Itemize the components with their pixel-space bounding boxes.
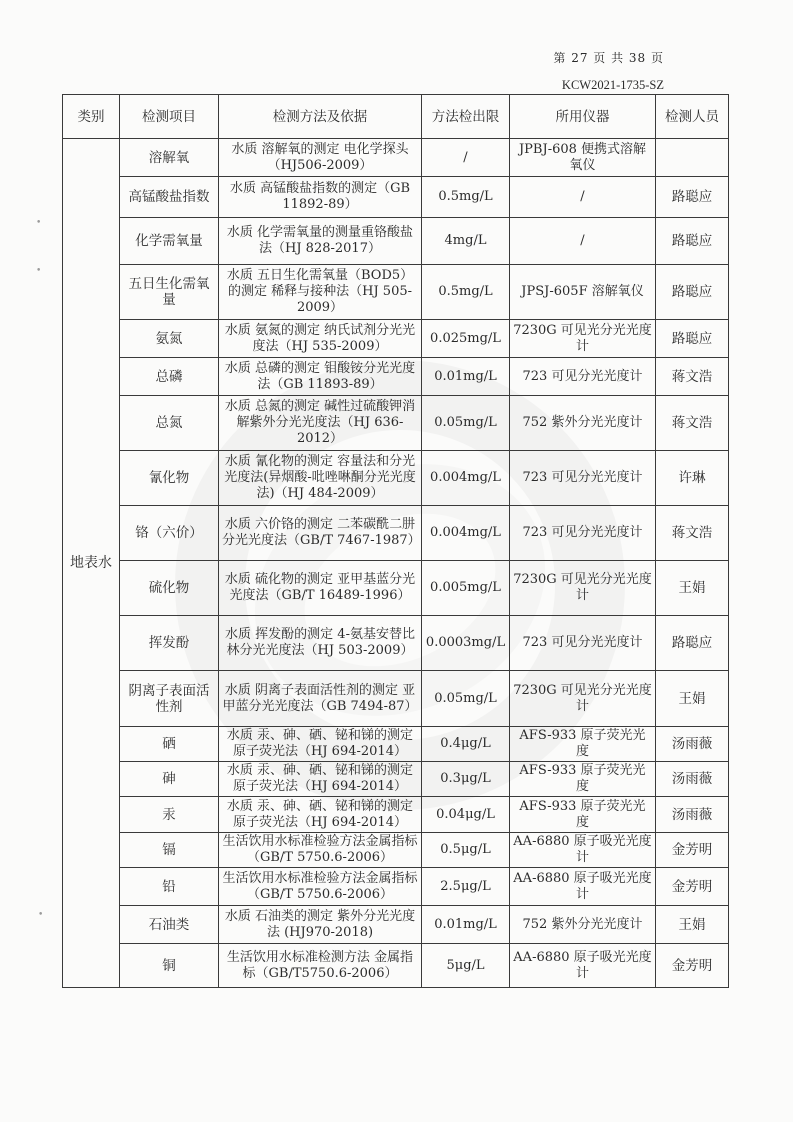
method-cell: 水质 溶解氧的测定 电化学探头（HJ506-2009） <box>219 139 422 177</box>
inspector-cell: 路聪应 <box>656 320 729 358</box>
table-row <box>63 358 729 396</box>
instrument-cell: AFS-933 原子荧光光度 <box>510 762 656 797</box>
detection-limit-cell: 0.04μg/L <box>422 797 510 833</box>
method-cell: 水质 阴离子表面活性剂的测定 亚甲蓝分光光度法（GB 7494-87） <box>219 671 422 727</box>
test-item-cell: 氰化物 <box>120 451 219 506</box>
column-header: 类别 <box>63 95 120 139</box>
method-cell: 水质 氰化物的测定 容量法和分光光度法(异烟酸-吡唑啉酮分光光度法)（HJ 484-2009） <box>219 451 422 506</box>
method-cell: 水质 总磷的测定 钼酸铵分光光度法（GB 11893-89） <box>219 358 422 396</box>
instrument-cell: AFS-933 原子荧光光度 <box>510 797 656 833</box>
test-item-cell: 总氮 <box>120 396 219 451</box>
column-header: 检测方法及依据 <box>219 95 422 139</box>
inspector-cell: 汤雨薇 <box>656 762 729 797</box>
instrument-cell: 723 可见分光光度计 <box>510 506 656 561</box>
instrument-cell: 752 紫外分光光度计 <box>510 906 656 944</box>
instrument-cell: 7230G 可见光分光光度计 <box>510 671 656 727</box>
instrument-cell: JPBJ-608 便携式溶解氧仪 <box>510 139 656 177</box>
detection-limit-cell: 2.5μg/L <box>422 868 510 906</box>
instrument-cell: AFS-933 原子荧光光度 <box>510 727 656 762</box>
inspector-cell: 蒋文浩 <box>656 396 729 451</box>
test-item-cell: 阴离子表面活性剂 <box>120 671 219 727</box>
test-item-cell: 溶解氧 <box>120 139 219 177</box>
table-row <box>63 218 729 265</box>
method-cell: 水质 五日生化需氧量（BOD5）的测定 稀释与接种法（HJ 505-2009） <box>219 265 422 320</box>
table-row <box>63 506 729 561</box>
detection-limit-cell: 0.5mg/L <box>422 177 510 218</box>
report-code: KCW2021-1735-SZ <box>561 78 664 92</box>
table-row <box>63 320 729 358</box>
detection-limit-cell: 4mg/L <box>422 218 510 265</box>
column-header: 所用仪器 <box>510 95 656 139</box>
inspector-cell: 路聪应 <box>656 265 729 320</box>
table-row <box>63 797 729 833</box>
table-row <box>63 671 729 727</box>
test-item-cell: 镉 <box>120 833 219 868</box>
method-cell: 水质 汞、砷、硒、铋和锑的测定 原子荧光法（HJ 694-2014） <box>219 727 422 762</box>
test-item-cell: 石油类 <box>120 906 219 944</box>
table-row <box>63 139 729 177</box>
detection-limit-cell: 0.004mg/L <box>422 451 510 506</box>
table-row <box>63 561 729 616</box>
detection-limit-cell: / <box>422 139 510 177</box>
inspector-cell: 路聪应 <box>656 616 729 671</box>
table-row <box>63 177 729 218</box>
instrument-cell: 723 可见分光光度计 <box>510 451 656 506</box>
detection-limit-cell: 0.05mg/L <box>422 671 510 727</box>
method-cell: 水质 汞、砷、硒、铋和锑的测定 原子荧光法（HJ 694-2014） <box>219 797 422 833</box>
table-row <box>63 727 729 762</box>
method-cell: 水质 汞、砷、硒、铋和锑的测定 原子荧光法（HJ 694-2014） <box>219 762 422 797</box>
method-cell: 水质 六价铬的测定 二苯碳酰二肼分光光度法（GB/T 7467-1987） <box>219 506 422 561</box>
column-header: 检测人员 <box>656 95 729 139</box>
instrument-cell: / <box>510 177 656 218</box>
inspector-cell: 蒋文浩 <box>656 506 729 561</box>
detection-limit-cell: 0.05mg/L <box>422 396 510 451</box>
table-row <box>63 833 729 868</box>
inspector-cell: 金芳明 <box>656 868 729 906</box>
inspector-cell: 王娟 <box>656 906 729 944</box>
instrument-cell: / <box>510 218 656 265</box>
instrument-cell: 7230G 可见光分光光度计 <box>510 320 656 358</box>
test-item-cell: 铜 <box>120 944 219 988</box>
column-header: 方法检出限 <box>422 95 510 139</box>
detection-limit-cell: 0.01mg/L <box>422 358 510 396</box>
table-row <box>63 396 729 451</box>
inspector-cell <box>656 139 729 177</box>
test-item-cell: 化学需氧量 <box>120 218 219 265</box>
scan-mark: • <box>36 266 42 276</box>
table-row <box>63 944 729 988</box>
detection-limit-cell: 0.0003mg/L <box>422 616 510 671</box>
column-header: 检测项目 <box>120 95 219 139</box>
method-cell: 水质 化学需氧量的测量重铬酸盐法（HJ 828-2017） <box>219 218 422 265</box>
test-item-cell: 铬（六价） <box>120 506 219 561</box>
table-row <box>63 906 729 944</box>
category-cell: 地表水 <box>63 139 120 988</box>
test-item-cell: 砷 <box>120 762 219 797</box>
method-cell: 水质 挥发酚的测定 4-氨基安替比林分光光度法（HJ 503-2009） <box>219 616 422 671</box>
method-cell: 水质 高锰酸盐指数的测定（GB 11892-89） <box>219 177 422 218</box>
page-number: 第 27 页 共 38 页 <box>553 51 664 65</box>
scan-mark: • <box>38 910 44 920</box>
detection-limit-cell: 0.4μg/L <box>422 727 510 762</box>
inspector-cell: 汤雨薇 <box>656 797 729 833</box>
test-item-cell: 汞 <box>120 797 219 833</box>
table-row <box>63 616 729 671</box>
detection-limit-cell: 0.5mg/L <box>422 265 510 320</box>
instrument-cell: 752 紫外分光光度计 <box>510 396 656 451</box>
inspector-cell: 蒋文浩 <box>656 358 729 396</box>
method-cell: 水质 硫化物的测定 亚甲基蓝分光光度法（GB/T 16489-1996） <box>219 561 422 616</box>
scan-mark: • <box>36 218 42 228</box>
table-row <box>63 762 729 797</box>
instrument-cell: 723 可见分光光度计 <box>510 358 656 396</box>
method-cell: 水质 氨氮的测定 纳氏试剂分光光度法（HJ 535-2009） <box>219 320 422 358</box>
table-row <box>63 265 729 320</box>
test-methods-table <box>62 94 729 988</box>
inspector-cell: 路聪应 <box>656 218 729 265</box>
table-row <box>63 451 729 506</box>
inspector-cell: 金芳明 <box>656 944 729 988</box>
detection-limit-cell: 0.005mg/L <box>422 561 510 616</box>
test-item-cell: 铅 <box>120 868 219 906</box>
inspector-cell: 路聪应 <box>656 177 729 218</box>
table-row <box>63 868 729 906</box>
method-cell: 生活饮用水标准检验方法金属指标（GB/T 5750.6-2006） <box>219 833 422 868</box>
inspector-cell: 王娟 <box>656 561 729 616</box>
detection-limit-cell: 0.01mg/L <box>422 906 510 944</box>
detection-limit-cell: 5μg/L <box>422 944 510 988</box>
test-item-cell: 挥发酚 <box>120 616 219 671</box>
instrument-cell: AA-6880 原子吸光光度计 <box>510 833 656 868</box>
method-cell: 水质 石油类的测定 紫外分光光度法 (HJ970-2018) <box>219 906 422 944</box>
detection-limit-cell: 0.3μg/L <box>422 762 510 797</box>
detection-limit-cell: 0.5μg/L <box>422 833 510 868</box>
test-item-cell: 五日生化需氧量 <box>120 265 219 320</box>
test-item-cell: 高锰酸盐指数 <box>120 177 219 218</box>
instrument-cell: JPSJ-605F 溶解氧仪 <box>510 265 656 320</box>
method-cell: 水质 总氮的测定 碱性过硫酸钾消解紫外分光光度法（HJ 636-2012） <box>219 396 422 451</box>
method-cell: 生活饮用水标准检测方法 金属指标（GB/T5750.6-2006） <box>219 944 422 988</box>
inspector-cell: 汤雨薇 <box>656 727 729 762</box>
test-item-cell: 总磷 <box>120 358 219 396</box>
test-item-cell: 硫化物 <box>120 561 219 616</box>
inspector-cell: 金芳明 <box>656 833 729 868</box>
test-item-cell: 硒 <box>120 727 219 762</box>
instrument-cell: 7230G 可见光分光光度计 <box>510 561 656 616</box>
test-item-cell: 氨氮 <box>120 320 219 358</box>
detection-limit-cell: 0.004mg/L <box>422 506 510 561</box>
inspector-cell: 王娟 <box>656 671 729 727</box>
method-cell: 生活饮用水标准检验方法金属指标（GB/T 5750.6-2006） <box>219 868 422 906</box>
instrument-cell: AA-6880 原子吸光光度计 <box>510 868 656 906</box>
instrument-cell: 723 可见分光光度计 <box>510 616 656 671</box>
instrument-cell: AA-6880 原子吸光光度计 <box>510 944 656 988</box>
table-header-row <box>63 95 729 139</box>
inspector-cell: 许琳 <box>656 451 729 506</box>
detection-limit-cell: 0.025mg/L <box>422 320 510 358</box>
